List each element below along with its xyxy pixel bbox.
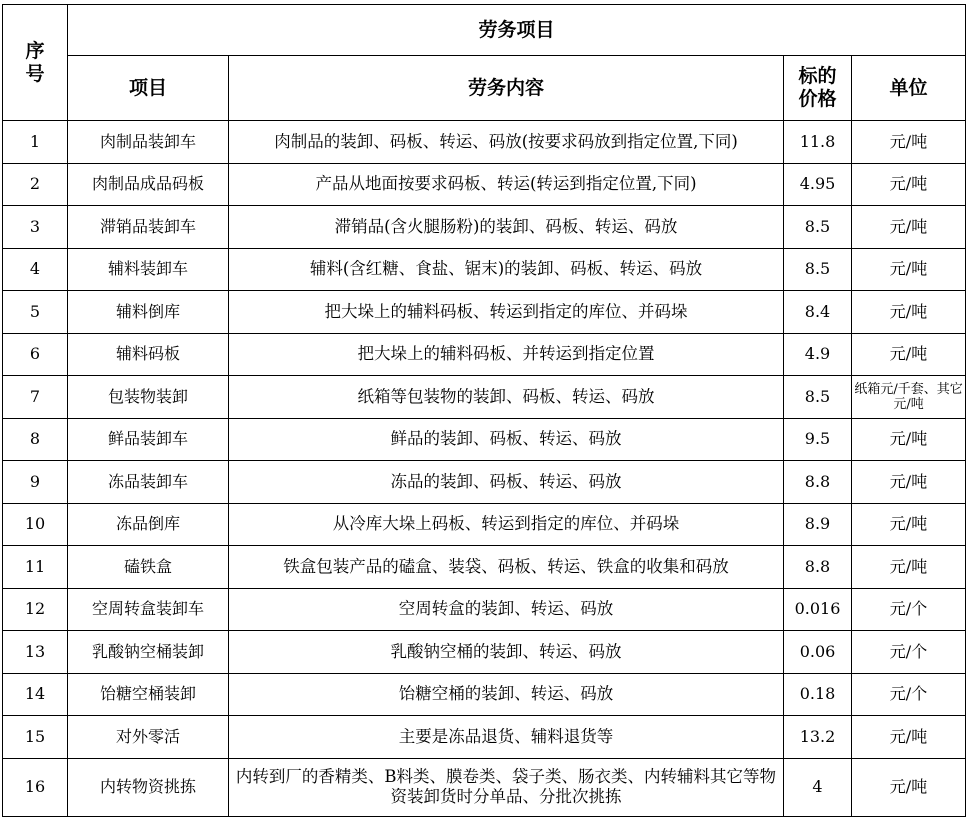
cell-item: 冻品装卸车	[68, 461, 229, 504]
table-row	[3, 673, 966, 716]
cell-unit: 元/吨	[852, 163, 966, 206]
cell-price: 8.9	[784, 503, 852, 546]
cell-price: 8.5	[784, 248, 852, 291]
cell-price: 13.2	[784, 716, 852, 759]
cell-content: 内转到厂的香精类、B料类、膜卷类、袋子类、肠衣类、内转辅料其它等物资装卸货时分单品、分批次挑拣	[229, 758, 784, 816]
cell-item: 饴糖空桶装卸	[68, 673, 229, 716]
cell-content: 产品从地面按要求码板、转运(转运到指定位置,下同)	[229, 163, 784, 206]
table-row	[3, 461, 966, 504]
cell-item: 滞销品装卸车	[68, 206, 229, 249]
cell-content: 辅料(含红糖、食盐、锯末)的装卸、码板、转运、码放	[229, 248, 784, 291]
header-seq: 序号	[3, 5, 68, 121]
cell-seq: 13	[3, 631, 68, 674]
table-row	[3, 163, 966, 206]
cell-price: 4.95	[784, 163, 852, 206]
cell-seq: 9	[3, 461, 68, 504]
cell-price: 9.5	[784, 418, 852, 461]
cell-item: 肉制品成品码板	[68, 163, 229, 206]
table-row	[3, 206, 966, 249]
table-row	[3, 758, 966, 816]
cell-item: 辅料倒库	[68, 291, 229, 334]
header-item: 项目	[68, 56, 229, 121]
cell-price: 0.06	[784, 631, 852, 674]
table-row	[3, 248, 966, 291]
cell-content: 饴糖空桶的装卸、转运、码放	[229, 673, 784, 716]
cell-unit: 元/吨	[852, 248, 966, 291]
cell-seq: 5	[3, 291, 68, 334]
cell-unit: 元/吨	[852, 418, 966, 461]
header-content: 劳务内容	[229, 56, 784, 121]
table-body	[3, 121, 966, 817]
cell-content: 肉制品的装卸、码板、转运、码放(按要求码放到指定位置,下同)	[229, 121, 784, 164]
cell-price: 8.8	[784, 546, 852, 589]
cell-content: 把大垛上的辅料码板、转运到指定的库位、并码垛	[229, 291, 784, 334]
header-price: 标的价格	[784, 56, 852, 121]
cell-content: 主要是冻品退货、辅料退货等	[229, 716, 784, 759]
cell-seq: 3	[3, 206, 68, 249]
cell-item: 内转物资挑拣	[68, 758, 229, 816]
header-labor-items: 劳务项目	[68, 5, 966, 56]
cell-content: 乳酸钠空桶的装卸、转运、码放	[229, 631, 784, 674]
cell-item: 鲜品装卸车	[68, 418, 229, 461]
cell-unit: 元/吨	[852, 546, 966, 589]
cell-content: 鲜品的装卸、码板、转运、码放	[229, 418, 784, 461]
cell-price: 8.5	[784, 376, 852, 419]
cell-item: 冻品倒库	[68, 503, 229, 546]
cell-content: 铁盒包装产品的磕盒、装袋、码板、转运、铁盒的收集和码放	[229, 546, 784, 589]
cell-seq: 2	[3, 163, 68, 206]
cell-seq: 12	[3, 588, 68, 631]
cell-unit: 元/吨	[852, 503, 966, 546]
cell-price: 0.18	[784, 673, 852, 716]
cell-content: 空周转盒的装卸、转运、码放	[229, 588, 784, 631]
cell-content: 冻品的装卸、码板、转运、码放	[229, 461, 784, 504]
cell-seq: 10	[3, 503, 68, 546]
cell-content: 纸箱等包装物的装卸、码板、转运、码放	[229, 376, 784, 419]
cell-seq: 11	[3, 546, 68, 589]
cell-unit: 元/个	[852, 588, 966, 631]
cell-unit: 元/吨	[852, 758, 966, 816]
labor-price-table	[2, 4, 966, 817]
table-row	[3, 716, 966, 759]
cell-item: 辅料装卸车	[68, 248, 229, 291]
table-row	[3, 588, 966, 631]
cell-unit: 元/个	[852, 673, 966, 716]
cell-unit: 纸箱元/千套、其它元/吨	[852, 376, 966, 419]
cell-seq: 15	[3, 716, 68, 759]
cell-seq: 1	[3, 121, 68, 164]
table-row	[3, 631, 966, 674]
table-row	[3, 503, 966, 546]
cell-item: 乳酸钠空桶装卸	[68, 631, 229, 674]
table-row	[3, 121, 966, 164]
cell-price: 11.8	[784, 121, 852, 164]
table-row	[3, 418, 966, 461]
cell-seq: 6	[3, 333, 68, 376]
cell-price: 4.9	[784, 333, 852, 376]
cell-price: 0.016	[784, 588, 852, 631]
cell-unit: 元/吨	[852, 333, 966, 376]
cell-price: 4	[784, 758, 852, 816]
cell-item: 对外零活	[68, 716, 229, 759]
cell-seq: 8	[3, 418, 68, 461]
cell-unit: 元/吨	[852, 206, 966, 249]
table-row	[3, 546, 966, 589]
cell-item: 肉制品装卸车	[68, 121, 229, 164]
cell-unit: 元/个	[852, 631, 966, 674]
cell-item: 磕铁盒	[68, 546, 229, 589]
cell-content: 把大垛上的辅料码板、并转运到指定位置	[229, 333, 784, 376]
cell-seq: 16	[3, 758, 68, 816]
cell-price: 8.4	[784, 291, 852, 334]
table-row	[3, 333, 966, 376]
cell-unit: 元/吨	[852, 461, 966, 504]
table-row	[3, 291, 966, 334]
table-row	[3, 376, 966, 419]
cell-unit: 元/吨	[852, 291, 966, 334]
cell-item: 辅料码板	[68, 333, 229, 376]
cell-content: 滞销品(含火腿肠粉)的装卸、码板、转运、码放	[229, 206, 784, 249]
cell-price: 8.8	[784, 461, 852, 504]
cell-unit: 元/吨	[852, 121, 966, 164]
cell-item: 包装物装卸	[68, 376, 229, 419]
cell-seq: 14	[3, 673, 68, 716]
cell-content: 从冷库大垛上码板、转运到指定的库位、并码垛	[229, 503, 784, 546]
cell-price: 8.5	[784, 206, 852, 249]
cell-seq: 4	[3, 248, 68, 291]
cell-unit: 元/吨	[852, 716, 966, 759]
cell-item: 空周转盒装卸车	[68, 588, 229, 631]
cell-seq: 7	[3, 376, 68, 419]
header-unit: 单位	[852, 56, 966, 121]
